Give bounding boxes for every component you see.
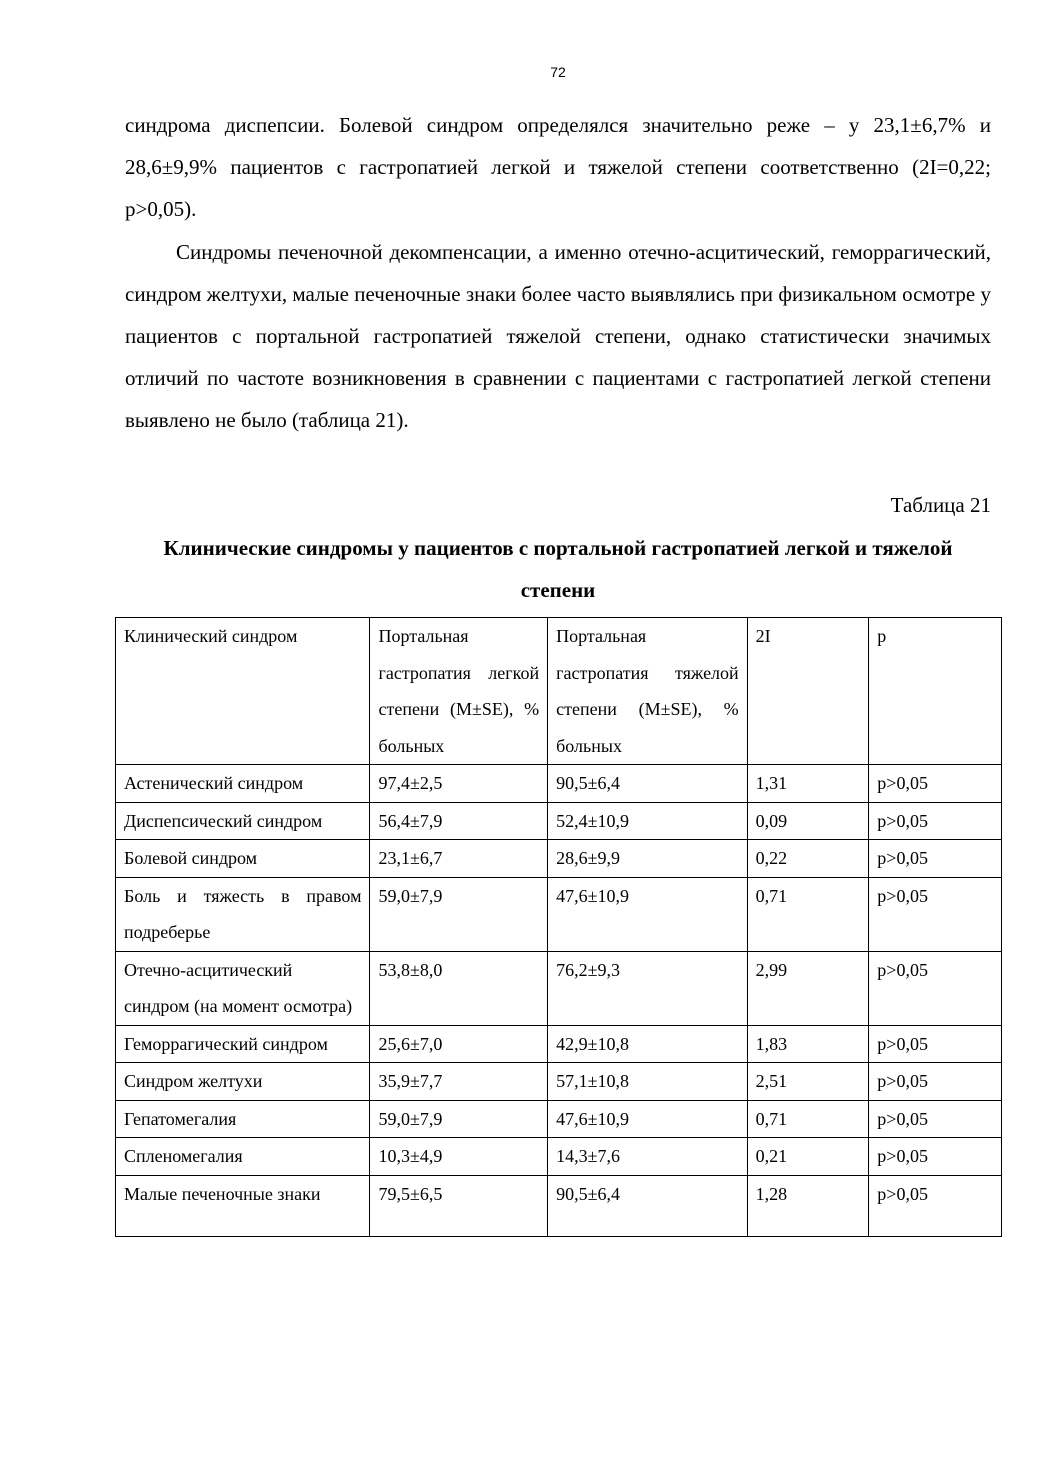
cell-2i: 0,21 bbox=[747, 1138, 869, 1176]
table-row bbox=[116, 1175, 1002, 1237]
cell-2i: 0,22 bbox=[747, 840, 869, 878]
cell-syndrome: Астенический синдром bbox=[116, 765, 370, 803]
cell-severe: 47,6±10,9 bbox=[548, 1100, 748, 1138]
cell-mild: 97,4±2,5 bbox=[370, 765, 548, 803]
cell-p: p>0,05 bbox=[869, 1138, 1002, 1176]
cell-2i: 0,71 bbox=[747, 1100, 869, 1138]
cell-mild: 25,6±7,0 bbox=[370, 1025, 548, 1063]
cell-syndrome: Спленомегалия bbox=[116, 1138, 370, 1176]
cell-p: p>0,05 bbox=[869, 1063, 1002, 1101]
cell-syndrome: Болевой синдром bbox=[116, 840, 370, 878]
header-cell-severe: Портальная гастропатия тяжелой степени (M±SE), % больных bbox=[548, 618, 748, 765]
cell-syndrome: Боль и тяжесть в правом подреберье bbox=[116, 877, 370, 951]
cell-2i: 0,09 bbox=[747, 802, 869, 840]
cell-mild: 23,1±6,7 bbox=[370, 840, 548, 878]
cell-p: p>0,05 bbox=[869, 951, 1002, 1025]
cell-mild: 35,9±7,7 bbox=[370, 1063, 548, 1101]
cell-p: p>0,05 bbox=[869, 765, 1002, 803]
cell-2i: 1,83 bbox=[747, 1025, 869, 1063]
table-row bbox=[116, 1100, 1002, 1138]
cell-p: p>0,05 bbox=[869, 1175, 1002, 1237]
cell-severe: 28,6±9,9 bbox=[548, 840, 748, 878]
table-row bbox=[116, 1138, 1002, 1176]
paragraph-1: синдрома диспепсии. Болевой синдром определялся значительно реже – у 23,1±6,7% и 28,6±9,9% пациентов с гастропатией легкой и тяжелой степени соответственно (2I=0,22; p>0,05). bbox=[125, 113, 991, 221]
table-title: Клинические синдромы у пациентов с портальной гастропатией легкой и тяжелой степени bbox=[163, 536, 953, 602]
cell-p: p>0,05 bbox=[869, 802, 1002, 840]
cell-mild: 79,5±6,5 bbox=[370, 1175, 548, 1237]
page-number: 72 bbox=[550, 64, 566, 80]
table-row bbox=[116, 802, 1002, 840]
table-row bbox=[116, 840, 1002, 878]
cell-2i: 1,28 bbox=[747, 1175, 869, 1237]
clinical-syndromes-table bbox=[115, 617, 1002, 1237]
cell-p: p>0,05 bbox=[869, 877, 1002, 951]
table-label: Таблица 21 bbox=[890, 493, 991, 517]
cell-severe: 52,4±10,9 bbox=[548, 802, 748, 840]
cell-2i: 0,71 bbox=[747, 877, 869, 951]
cell-mild: 53,8±8,0 bbox=[370, 951, 548, 1025]
cell-mild: 10,3±4,9 bbox=[370, 1138, 548, 1176]
cell-severe: 42,9±10,8 bbox=[548, 1025, 748, 1063]
table-row bbox=[116, 951, 1002, 1025]
cell-p: p>0,05 bbox=[869, 840, 1002, 878]
header-cell-syndrome: Клинический синдром bbox=[116, 618, 370, 765]
cell-syndrome: Геморрагический синдром bbox=[116, 1025, 370, 1063]
cell-mild: 59,0±7,9 bbox=[370, 877, 548, 951]
cell-severe: 14,3±7,6 bbox=[548, 1138, 748, 1176]
paragraph-2: Синдромы печеночной декомпенсации, а именно отечно-асцитический, геморрагический, синдром желтухи, малые печеночные знаки более часто выявлялись при физикальном осмотре у пациентов с портальной гастропатией тяжелой степени, однако статистически значимых отличий по частоте возникновения в сравнении с пациентами с гастропатией легкой степени выявлено не было (таблица 21). bbox=[125, 240, 991, 432]
cell-severe: 47,6±10,9 bbox=[548, 877, 748, 951]
cell-2i: 2,51 bbox=[747, 1063, 869, 1101]
cell-mild: 59,0±7,9 bbox=[370, 1100, 548, 1138]
cell-p: p>0,05 bbox=[869, 1100, 1002, 1138]
table-row bbox=[116, 1025, 1002, 1063]
cell-severe: 57,1±10,8 bbox=[548, 1063, 748, 1101]
cell-syndrome: Малые печеночные знаки bbox=[116, 1175, 370, 1237]
table-row bbox=[116, 1063, 1002, 1101]
cell-severe: 90,5±6,4 bbox=[548, 1175, 748, 1237]
cell-syndrome: Синдром желтухи bbox=[116, 1063, 370, 1101]
cell-p: p>0,05 bbox=[869, 1025, 1002, 1063]
header-cell-mild: Портальная гастропатия легкой степени (M±SE), % больных bbox=[370, 618, 548, 765]
cell-syndrome: Гепатомегалия bbox=[116, 1100, 370, 1138]
cell-2i: 2,99 bbox=[747, 951, 869, 1025]
cell-severe: 76,2±9,3 bbox=[548, 951, 748, 1025]
table-header-row bbox=[116, 618, 1002, 765]
cell-syndrome: Отечно-асцитический синдром (на момент осмотра) bbox=[116, 951, 370, 1025]
table-row bbox=[116, 765, 1002, 803]
cell-2i: 1,31 bbox=[747, 765, 869, 803]
header-cell-p: p bbox=[869, 618, 1002, 765]
cell-severe: 90,5±6,4 bbox=[548, 765, 748, 803]
header-cell-2i: 2I bbox=[747, 618, 869, 765]
table-row bbox=[116, 877, 1002, 951]
cell-mild: 56,4±7,9 bbox=[370, 802, 548, 840]
cell-syndrome: Диспепсический синдром bbox=[116, 802, 370, 840]
